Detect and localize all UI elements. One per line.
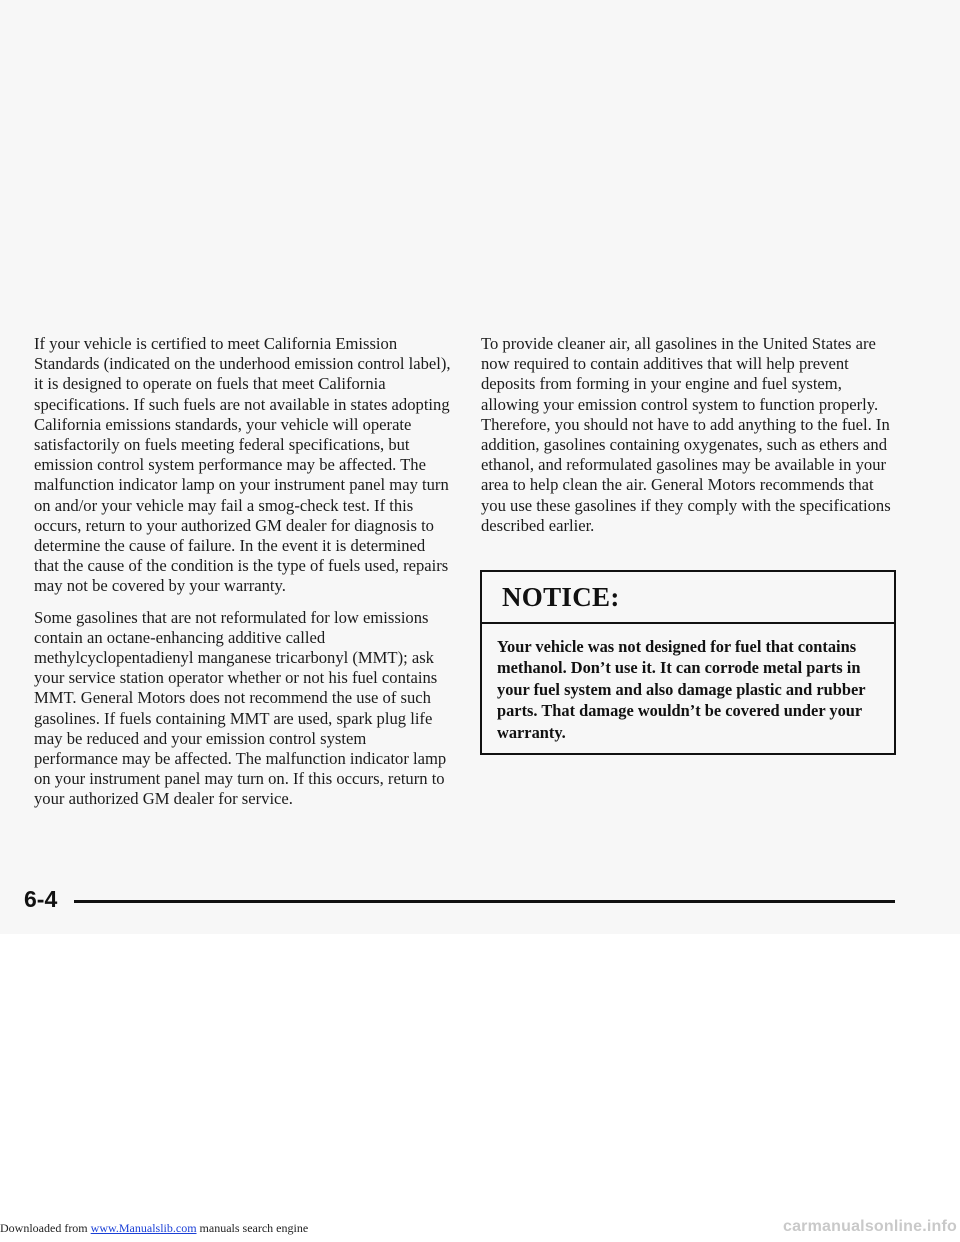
page-number: 6-4 <box>24 886 58 912</box>
notice-title: NOTICE: <box>502 581 620 612</box>
left-column <box>34 334 454 810</box>
right-column <box>481 334 901 536</box>
download-footer <box>0 1221 308 1236</box>
manualslib-link[interactable]: www.Manualslib.com <box>90 1221 197 1235</box>
notice-box <box>480 570 896 755</box>
notice-header <box>482 572 894 624</box>
download-footer-prefix: Downloaded from <box>0 1221 91 1235</box>
download-footer-suffix: manuals search engine <box>196 1221 309 1235</box>
footer-rule <box>74 900 895 903</box>
paragraph-mmt-gasolines: Some gasolines that are not reformulated for low emissions contain an octane-enhancing additive called methylcyclopentadienyl manganese tricarbonyl (MMT); ask your service station operator whether or not his fuel contains MMT. General Motors does not recommend the use of such gasolines. If fuels containing MMT are used, spark plug life may be reduced and your emission control system performance may be affected. The malfunction indicator lamp on your instrument panel may turn on. If this occurs, return to your authorized GM dealer for service. <box>34 607 447 809</box>
paragraph-california-emission: If your vehicle is certified to meet California Emission Standards (indicated on the underhood emission control label), it is designed to operate on fuels that meet California specifications. If such fuels are not available in states adopting California emissions standards, your vehicle will operate satisfactorily on fuels meeting federal specifications, but emission control system performance may be affected. The malfunction indicator lamp on your instrument panel may turn on and/or your vehicle may fail a smog-check test. If this occurs, return to your authorized GM dealer for diagnosis to determine the cause of failure. In the event it is determined that the cause of the condition is the type of fuels used, repairs may not be covered by your warranty. <box>34 334 451 596</box>
notice-body: Your vehicle was not designed for fuel that contains methanol. Don’t use it. It can corrode metal parts in your fuel system and also damage plastic and rubber parts. That damage wouldn’t be covered under your warranty. <box>497 637 866 742</box>
watermark-text: carmanualsonline.info <box>782 1218 957 1235</box>
paragraph-cleaner-air: To provide cleaner air, all gasolines in the United States are now required to contain additives that will help prevent deposits from forming in your engine and fuel system, allowing your emission control system to function properly. Therefore, you should not have to add anything to the fuel. In addition, gasolines containing oxygenates, such as ethers and ethanol, and reformulated gasolines may be available in your area to help clean the air. General Motors recommends that you use these gasolines if they comply with the specifications described earlier. <box>481 334 891 535</box>
